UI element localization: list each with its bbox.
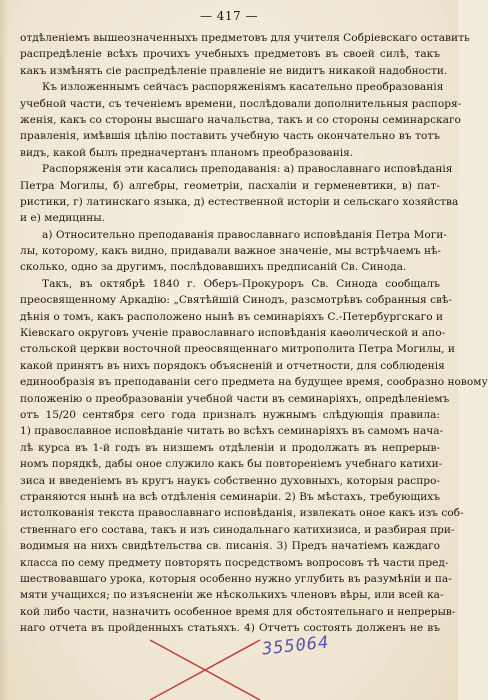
text-line: наго отчета въ пройденныхъ статьяхъ. 4) Отчетъ состоять долженъ не въ	[20, 622, 440, 635]
text-line: сколько, одно за другимъ, послѣдовавшихъ предписаній Св. Синода.	[20, 261, 407, 274]
text-line: шествовавшаго урока, которыя особенно нужно углубить въ разумѣніи и па-	[20, 572, 452, 585]
text-line: отдѣленіемъ вышеозначенныхъ предметовъ для учителя Собріевскаго оставить	[20, 32, 470, 44]
red-cross-mark	[150, 640, 260, 700]
text-line: преосвященному Аркадію: „Святѣйшій Синодъ, разсмотрѣвъ собранныя свѣ-	[20, 294, 452, 307]
text-line: учебной части, съ теченіемъ времени, послѣдовали дополнительныя распоря-	[20, 97, 462, 110]
text-line: класса по сему предмету повторять посредствомъ вопросовъ тѣ части пред-	[20, 556, 449, 569]
text-line: лѣ курса въ 1-й годъ въ низшемъ отдѣленіи и продолжать въ непрерыв-	[20, 441, 440, 454]
text-line: а) Относительно преподаванія православнаго исповѣданія Петра Моги-	[42, 228, 447, 241]
text-line: зиса и введеніемъ въ кругъ наукъ собственно духовныхъ, которыя распро-	[20, 474, 440, 487]
text-line: лы, которому, какъ видно, придавали важное значеніе, мы встрѣчаемъ нѣ-	[20, 245, 441, 258]
text-line: отъ 15/20 сентября сего года призналъ нужнымъ слѣдующія правила:	[20, 408, 440, 421]
text-line: и е) медицины.	[20, 212, 106, 225]
text-line: ристики, г) латинскаго языка, д) естественной исторіи и сельскаго хозяйства	[20, 195, 459, 208]
text-line: Распоряженія эти касались преподаванія: а) православнаго исповѣданія	[42, 163, 453, 176]
text-line: Кіевскаго округовъ ученіе православнаго исповѣданія каѳолической и апо-	[20, 327, 446, 340]
text-line: Такъ, въ октябрѣ 1840 г. Оберъ-Прокуроръ Св. Синода сообщалъ	[42, 277, 440, 290]
text-line: ственнаго его состава, такъ и изъ синодальнаго катихизиса, и разбирая при-	[20, 523, 455, 536]
text-line: водимыя на нихъ свидѣтельства св. писанія. 3) Предъ начатіемъ каждаго	[20, 540, 440, 553]
page-number: — 417 —	[199, 9, 259, 23]
library-stamp	[261, 633, 330, 660]
text-line: какъ измѣнять сіе распредѣленіе правленіе не видитъ никакой надобности.	[20, 64, 448, 77]
text-line: видъ, какой былъ предначертанъ планомъ преобразованія.	[20, 146, 354, 159]
stamp-number: 355064	[261, 632, 331, 660]
text-line: правленія, имѣвшія цѣлію поставить учебную часть окончательно въ тотъ	[20, 130, 440, 143]
text-line: кой либо части, назначить особенное время для обстоятельнаго и непрерыв-	[20, 605, 456, 618]
text-line: стольской церкви восточной преосвященнаго митрополита Петра Могилы, и	[20, 343, 455, 356]
text-line: единообразія въ преподаваніи сего предмета на будущее время, сообразно новому	[20, 376, 488, 389]
text-line: 1) православное исповѣданіе читать во всѣхъ семинаріяхъ въ самомъ нача-	[20, 425, 444, 438]
text-line: Къ изложеннымъ сейчасъ распоряженіямъ касательно преобразованія	[42, 81, 444, 94]
text-line: дѣнія о томъ, какъ расположено нынѣ въ семинаріяхъ С.-Петербургскаго и	[20, 310, 444, 323]
body-text	[20, 30, 488, 636]
text-line: мяти учащихся; по изъясненіи же нѣсколькихъ членовъ вѣры, или всей ка-	[20, 589, 444, 602]
text-line: какой принятъ въ нихъ порядокъ объясненій и отчетности, для соблюденія	[20, 359, 445, 372]
text-line: женія, какъ со стороны высшаго начальства, такъ и со стороны семинарскаго	[20, 113, 461, 126]
text-line: страняются нынѣ на всѣ отдѣленія семинаріи. 2) Въ мѣстахъ, требующихъ	[20, 490, 440, 503]
text-line: номъ порядкѣ, дабы оное служило какъ бы повтореніемъ учебнаго катихи-	[20, 458, 443, 471]
text-line: Петра Могилы, б) алгебры, геометріи, пасхаліи и герменевтики, в) пат-	[20, 179, 440, 192]
text-line: истолкованія текста православнаго исповѣданія, извлекать оное какъ изъ соб-	[20, 507, 464, 520]
text-line: положенію о преобразованіи учебной части въ семинаріяхъ, опредѣленіемъ	[20, 392, 450, 405]
text-line: распредѣленіе всѣхъ прочихъ учебныхъ предметовъ въ своей силѣ, такъ	[20, 48, 440, 61]
page-left-edge-shadow	[0, 0, 8, 700]
